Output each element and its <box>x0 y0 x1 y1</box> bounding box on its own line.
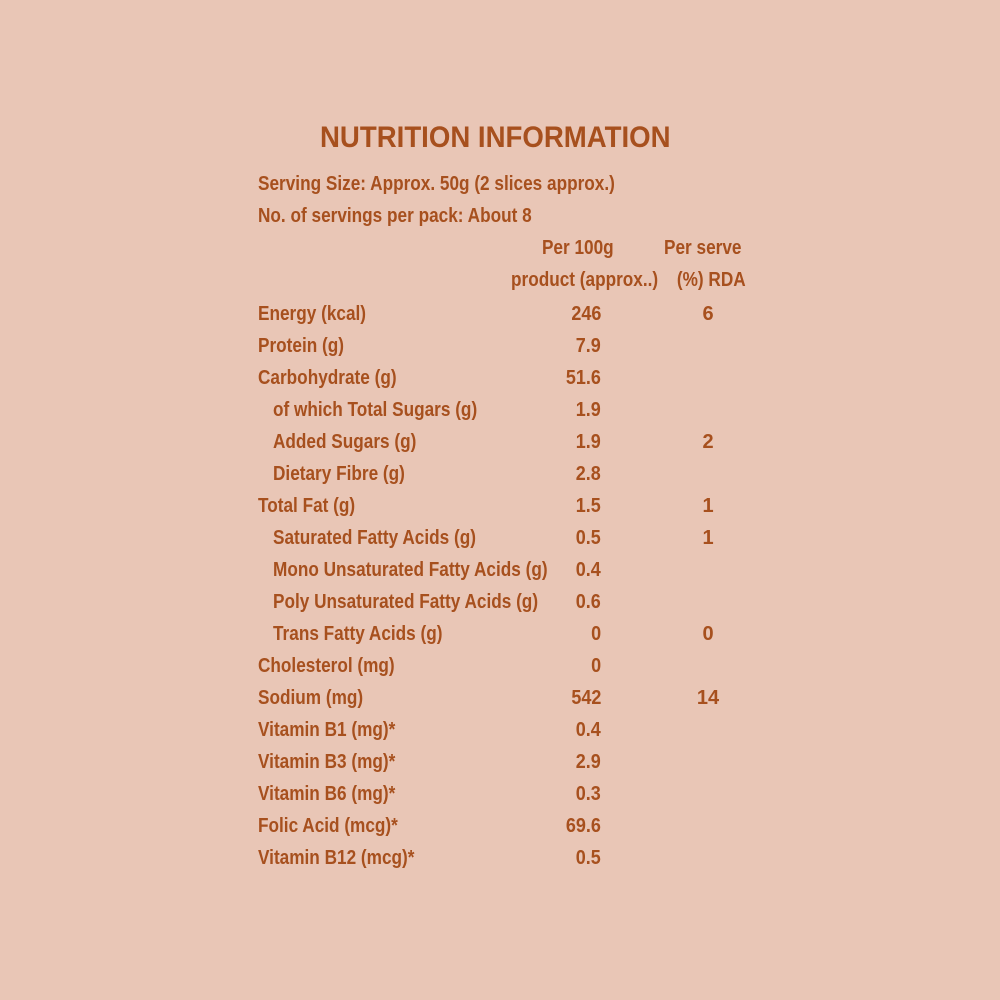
per-100g-value: 1.5 <box>575 495 601 517</box>
per-100g-value: 0.5 <box>575 847 601 869</box>
nutrient-label: Mono Unsaturated Fatty Acids (g) <box>273 559 548 581</box>
nutrient-rows <box>258 298 758 874</box>
nutrient-row: Saturated Fatty Acids (g) 0.5 1 <box>258 522 758 554</box>
nutrient-row: Trans Fatty Acids (g) 0 0 <box>258 618 758 650</box>
nutrient-label: of which Total Sugars (g) <box>273 399 478 421</box>
nutrient-row <box>258 842 758 874</box>
rda-header-line2: (%) RDA <box>676 269 746 291</box>
panel-title: NUTRITION INFORMATION <box>320 121 671 154</box>
nutrient-label: Poly Unsaturated Fatty Acids (g) <box>273 591 539 613</box>
per-100g-value: 246 <box>570 303 601 325</box>
nutrient-row <box>258 714 758 746</box>
nutrient-label: Cholesterol (mg) <box>258 655 395 677</box>
nutrient-label: Added Sugars (g) <box>273 431 417 453</box>
per-100g-value: 0 <box>590 655 601 677</box>
nutrient-row <box>258 650 758 682</box>
nutrient-row <box>258 362 758 394</box>
nutrient-row <box>258 746 758 778</box>
per-100g-value: 0.6 <box>575 591 601 613</box>
per-100g-value: 542 <box>570 687 601 709</box>
per-100g-value: 1.9 <box>575 431 601 453</box>
nutrient-row <box>258 778 758 810</box>
per-100g-value: 2.8 <box>575 463 601 485</box>
nutrient-row <box>258 554 758 586</box>
per-100g-header-line1: Per 100g <box>541 237 614 259</box>
per-100g-value: 51.6 <box>565 367 601 389</box>
per-100g-value: 69.6 <box>565 815 601 837</box>
nutrient-label: Vitamin B3 (mg)* <box>258 751 396 773</box>
nutrient-row <box>258 330 758 362</box>
rda-header-line1: Per serve <box>664 237 742 259</box>
nutrient-row: Energy (kcal) 246 6 <box>258 298 758 330</box>
per-100g-value: 1.9 <box>575 399 601 421</box>
nutrient-label: Total Fat (g) <box>258 495 356 517</box>
per-100g-value: 0.4 <box>575 719 601 741</box>
per-100g-value: 0.3 <box>575 783 601 805</box>
nutrient-row <box>258 810 758 842</box>
nutrient-label: Vitamin B6 (mg)* <box>258 783 396 805</box>
nutrient-row <box>258 586 758 618</box>
per-100g-header-line2: product (approx..) <box>511 269 659 291</box>
nutrient-label: Trans Fatty Acids (g) <box>273 623 443 645</box>
nutrient-label: Protein (g) <box>258 335 344 357</box>
nutrient-label: Vitamin B1 (mg)* <box>258 719 396 741</box>
nutrient-label: Sodium (mg) <box>258 687 364 709</box>
nutrient-row: Added Sugars (g) 1.9 2 <box>258 426 758 458</box>
per-100g-value: 7.9 <box>575 335 601 357</box>
nutrition-panel <box>258 118 758 874</box>
rda-column-header <box>664 232 767 296</box>
nutrient-row <box>258 394 758 426</box>
nutrient-label: Dietary Fibre (g) <box>273 463 405 485</box>
nutrient-row: Sodium (mg) 542 14 <box>258 682 758 714</box>
per-100g-value: 0.5 <box>575 527 601 549</box>
nutrient-row <box>258 458 758 490</box>
per-100g-value: 0.4 <box>575 559 601 581</box>
nutrient-label: Saturated Fatty Acids (g) <box>273 527 476 549</box>
serving-size: Serving Size: Approx. 50g (2 slices approx.) <box>258 173 615 195</box>
per-100g-value: 2.9 <box>575 751 601 773</box>
column-headers <box>258 232 758 296</box>
nutrient-label: Folic Acid (mcg)* <box>258 815 398 837</box>
per-100g-value: 0 <box>590 623 601 645</box>
nutrient-label: Energy (kcal) <box>258 303 367 325</box>
per-100g-column-header <box>511 232 659 296</box>
servings-per-pack: No. of servings per pack: About 8 <box>258 205 532 227</box>
nutrient-label: Vitamin B12 (mcg)* <box>258 847 415 869</box>
nutrient-row: Total Fat (g) 1.5 1 <box>258 490 758 522</box>
nutrient-label: Carbohydrate (g) <box>258 367 397 389</box>
